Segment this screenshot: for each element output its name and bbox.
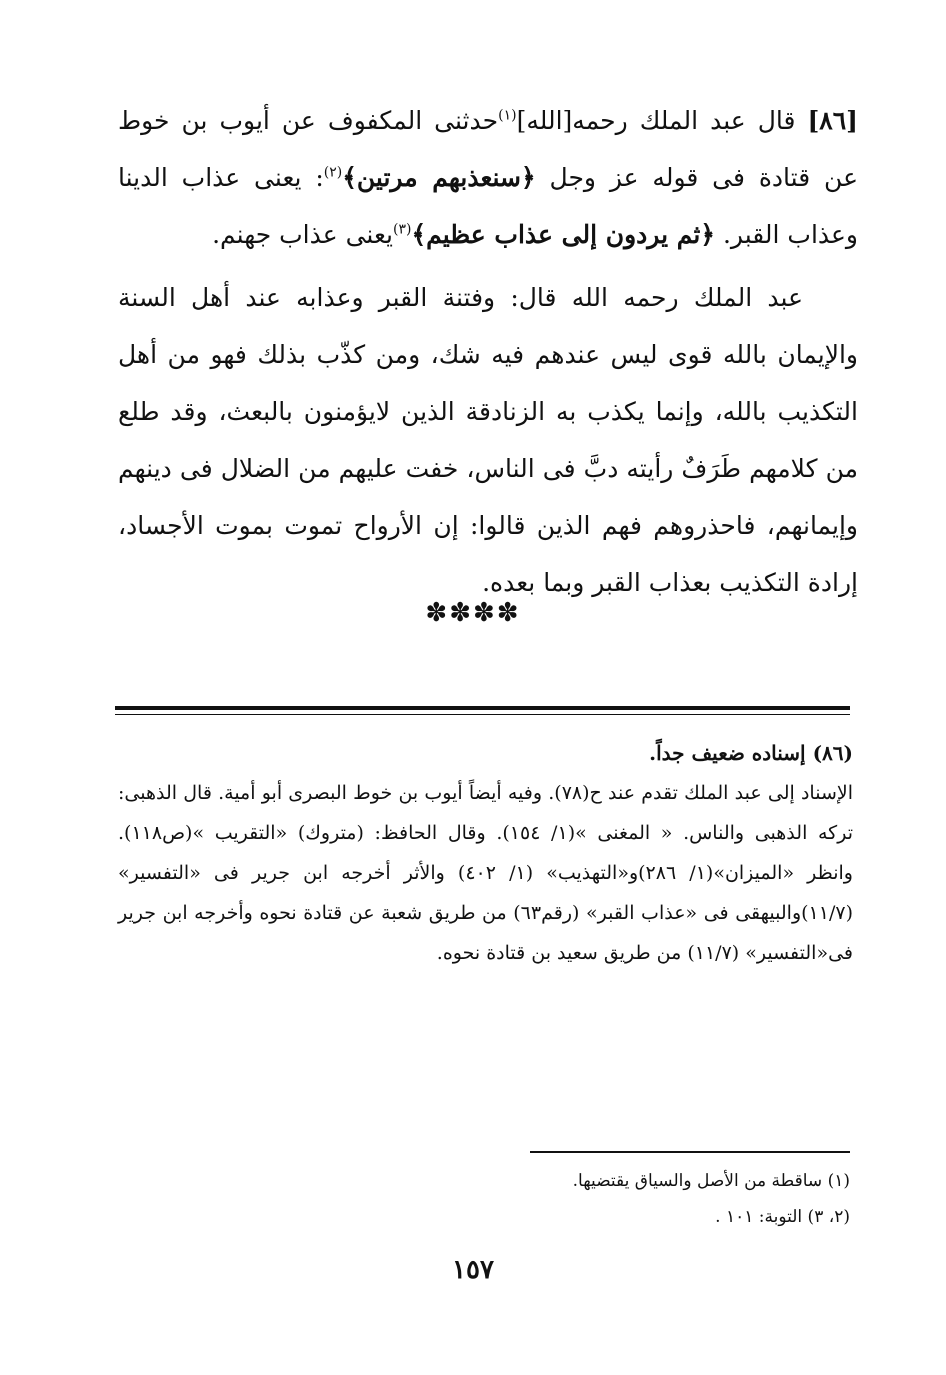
text-segment: حدثنى المكفوف عن أيوب بن خوط عن قتادة فى قوله عز وجل (118, 106, 858, 192)
paragraph-hadith-86 (118, 92, 858, 263)
main-text (118, 92, 858, 611)
footnote-ref-3: (٣) (392, 221, 412, 238)
commentary-title: (٨٦) إسناده ضعيف جداً. (649, 741, 853, 765)
double-rule-thin (115, 714, 850, 715)
quran-quote-2: ﴿ثم يردون إلى عذاب عظيم﴾ (411, 220, 716, 249)
text-segment: : يعنى عذاب الدينا وعذاب القبر. (118, 163, 858, 249)
text-segment: يعنى عذاب جهنم. (212, 220, 393, 249)
text-segment: قال عبد الملك رحمه[الله] (516, 106, 808, 135)
quran-quote-1: ﴿سنعذبهم مرتين﴾ (342, 163, 536, 192)
footnote-rule (530, 1151, 850, 1153)
double-rule-thick (115, 706, 850, 710)
footnotes (430, 1163, 850, 1235)
hadith-number: [٨٦] (807, 106, 858, 135)
footnote-2-3: (٢، ٣) التوبة: ١٠١ . (715, 1207, 850, 1227)
commentary-body: الإسناد إلى عبد الملك تقدم عند ح(٧٨). وفيه أيضاً أيوب بن خوط البصرى أبو أمية. قال الذهبى: تركه الذهبى والناس. « المغنى »(١/ ١٥٤). وقال الحافظ: (متروك) «التقريب »(ص١١٨). وانظر «الميزان»(١/ ٢٨٦)و«التهذيب» (١/ ٤٠٢) والأثر أخرجه ابن جرير فى «التفسير» (١١/٧)والبيهقى فى «عذاب القبر» (رقم٦٣) من طريق شعبة عن قتادة نحوه وأخرجه ابن جرير فى«التفسير» (١١/٧) من طريق سعيد بن قتادة نحوه. (118, 782, 853, 964)
paragraph-commentary-abdulmalik: عبد الملك رحمه الله قال: وفتنة القبر وعذابه عند أهل السنة والإيمان بالله قوى ليس عندهم فيه شك، ومن كذّب بذلك فهو من أهل التكذيب بالله، وإنما يكذب به الزنادقة الذين لايؤمنون بالبعث، وقد طلع من كلامهم طَرَفٌ رأيته دبَّ فى الناس، خفت عليهم من الضلال فى دينهم وإيمانهم، فاحذروهم فهم الذين قالوا: إن الأرواح تموت بموت الأجساد، إرادة التكذيب بعذاب القبر وبما بعده. (118, 283, 858, 597)
page-number: ١٥٧ (452, 1255, 494, 1285)
footnote-1: (١) ساقطة من الأصل والسياق يقتضيها. (572, 1171, 850, 1191)
footnote-ref-1: (١) (498, 107, 517, 124)
takhrij-commentary (118, 733, 853, 973)
footnote-ref-2: (٢) (323, 164, 343, 181)
section-separator-stars: ✽✽✽✽ (425, 598, 521, 628)
